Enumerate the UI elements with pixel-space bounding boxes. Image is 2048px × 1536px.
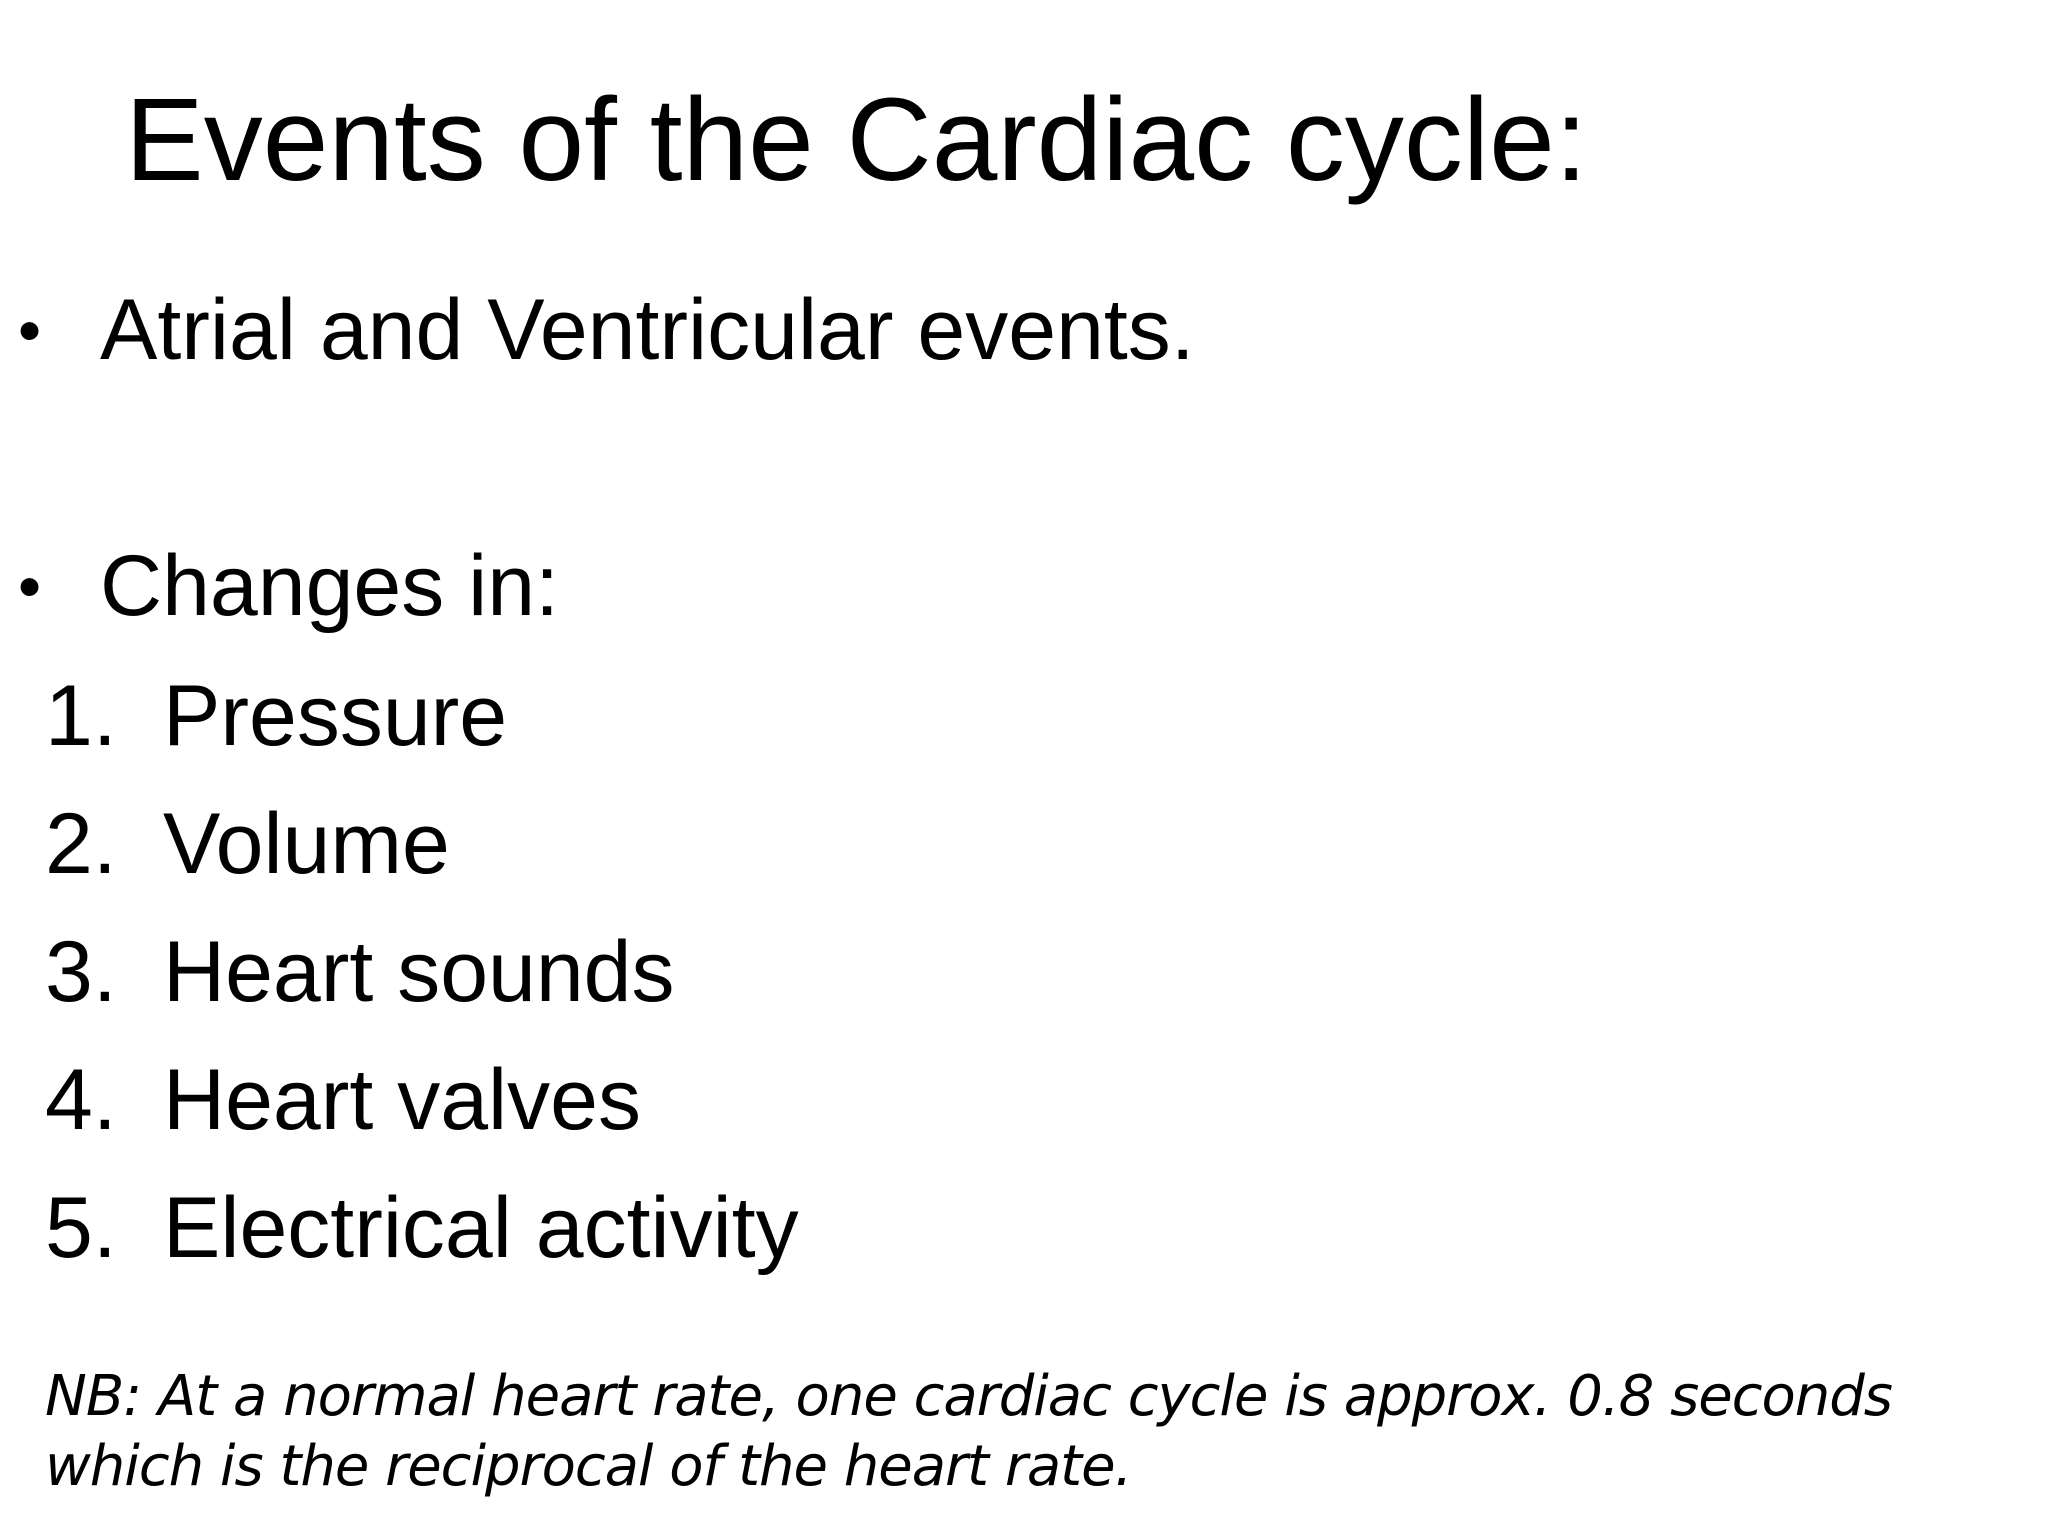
bullet-marker: • (18, 549, 42, 623)
list-item (45, 666, 799, 794)
bullet-item (18, 536, 559, 636)
list-text: Pressure (163, 668, 508, 764)
bullet-text: Changes in: (100, 538, 559, 634)
numbered-list (45, 666, 799, 1306)
list-number: 3. (45, 924, 117, 1020)
list-text: Electrical activity (163, 1180, 799, 1276)
list-item (45, 922, 799, 1050)
list-number: 2. (45, 796, 117, 892)
list-item (45, 1178, 799, 1306)
bullet-text: Atrial and Ventricular events. (100, 282, 1195, 378)
list-number: 1. (45, 668, 117, 764)
list-text: Heart sounds (163, 924, 675, 1020)
footnote: NB: At a normal heart rate, one cardiac cycle is approx. 0.8 seconds which is the reciprocal of the heart rate. (45, 1364, 1892, 1499)
list-number: 5. (45, 1180, 117, 1276)
list-number: 4. (45, 1052, 117, 1148)
list-item (45, 1050, 799, 1178)
list-item (45, 794, 799, 922)
bullet-marker: • (18, 293, 42, 367)
slide-title: Events of the Cardiac cycle: (125, 74, 1588, 206)
list-text: Heart valves (163, 1052, 641, 1148)
list-text: Volume (163, 796, 450, 892)
bullet-item (18, 280, 1195, 380)
